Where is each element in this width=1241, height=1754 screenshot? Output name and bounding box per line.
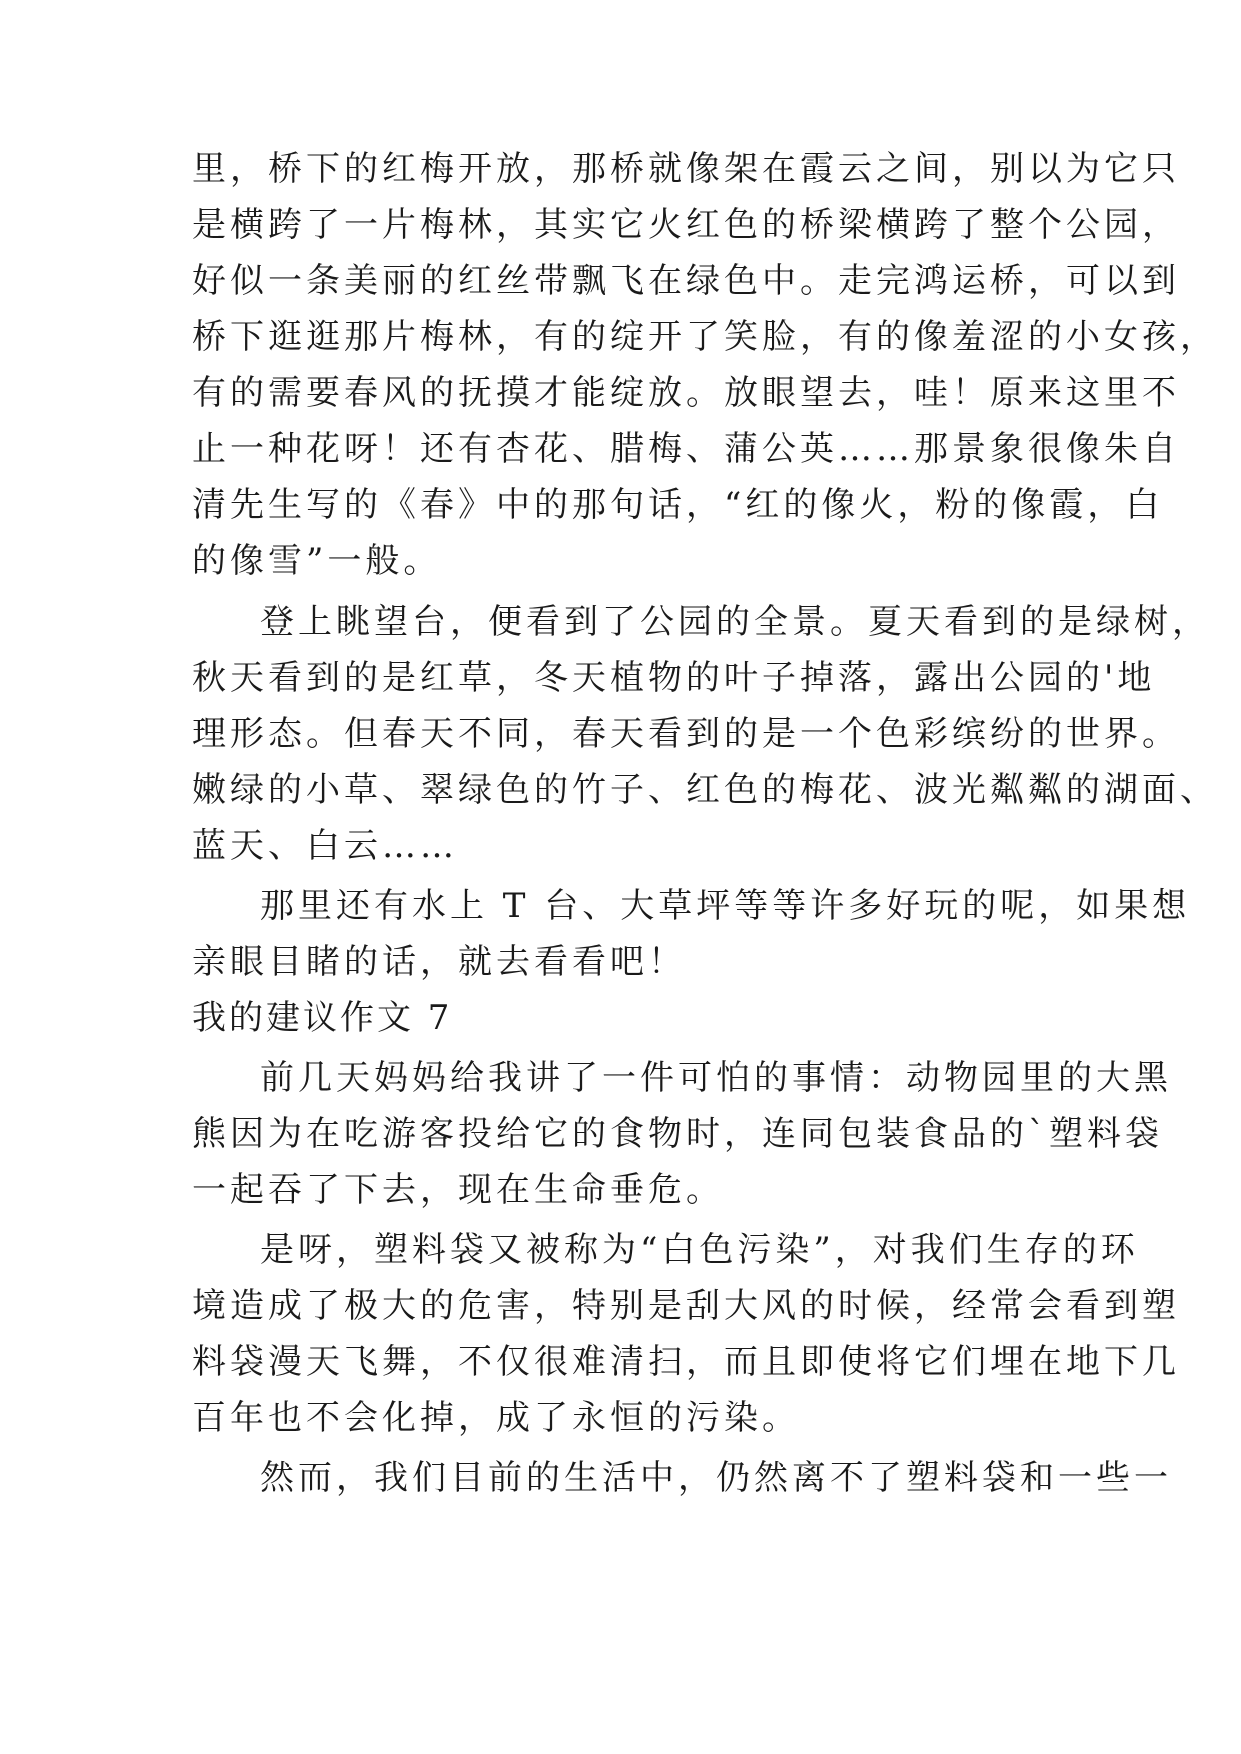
paragraph-line: 秋天看到的是红草，冬天植物的叶子掉落，露出公园的'地: [192, 658, 1156, 698]
paragraph-line: 料袋漫天飞舞，不仅很难清扫，而且即使将它们埋在地下几: [192, 1342, 1180, 1382]
paragraph-line: 一起吞了下去，现在生命垂危。: [192, 1170, 724, 1210]
paragraph-line: 清先生写的《春》中的那句话，“红的像火，粉的像霞，白: [192, 485, 1164, 525]
paragraph-line: 有的需要春风的抚摸才能绽放。放眼望去，哇！原来这里不: [192, 373, 1180, 413]
paragraph-line: 止一种花呀！还有杏花、腊梅、蒲公英……那景象很像朱自: [192, 429, 1180, 469]
paragraph-line: 嫩绿的小草、翠绿色的竹子、红色的梅花、波光粼粼的湖面、: [192, 770, 1218, 810]
paragraph-line: 好似一条美丽的红丝带飘飞在绿色中。走完鸿运桥，可以到: [192, 261, 1180, 301]
paragraph-line: 前几天妈妈给我讲了一件可怕的事情：动物园里的大黑: [260, 1058, 1172, 1098]
paragraph-line: 蓝天、白云……: [192, 826, 458, 866]
paragraph-line: 百年也不会化掉，成了永恒的污染。: [192, 1398, 800, 1438]
paragraph-line: 是呀，塑料袋又被称为“白色污染”，对我们生存的环: [260, 1230, 1139, 1270]
paragraph-line: 里，桥下的红梅开放，那桥就像架在霞云之间，别以为它只: [192, 149, 1180, 189]
paragraph-line: 亲眼目睹的话，就去看看吧！: [192, 942, 686, 982]
section-heading: 我的建议作文 7: [192, 998, 453, 1038]
paragraph-line: 境造成了极大的危害，特别是刮大风的时候，经常会看到塑: [192, 1286, 1180, 1326]
paragraph-line: 的像雪”一般。: [192, 541, 442, 581]
paragraph-line: 熊因为在吃游客投给它的食物时，连同包装食品的`塑料袋: [192, 1114, 1163, 1154]
paragraph-line: 登上眺望台，便看到了公园的全景。夏天看到的是绿树，: [260, 602, 1210, 642]
paragraph-line: 理形态。但春天不同，春天看到的是一个色彩缤纷的世界。: [192, 714, 1180, 754]
paragraph-line: 是横跨了一片梅林，其实它火红色的桥梁横跨了整个公园，: [192, 205, 1180, 245]
paragraph-line: 桥下逛逛那片梅林，有的绽开了笑脸，有的像羞涩的小女孩，: [192, 317, 1218, 357]
paragraph-line: 然而，我们目前的生活中，仍然离不了塑料袋和一些一: [260, 1458, 1172, 1498]
paragraph-line: 那里还有水上 T 台、大草坪等等许多好玩的呢，如果想: [260, 886, 1191, 926]
